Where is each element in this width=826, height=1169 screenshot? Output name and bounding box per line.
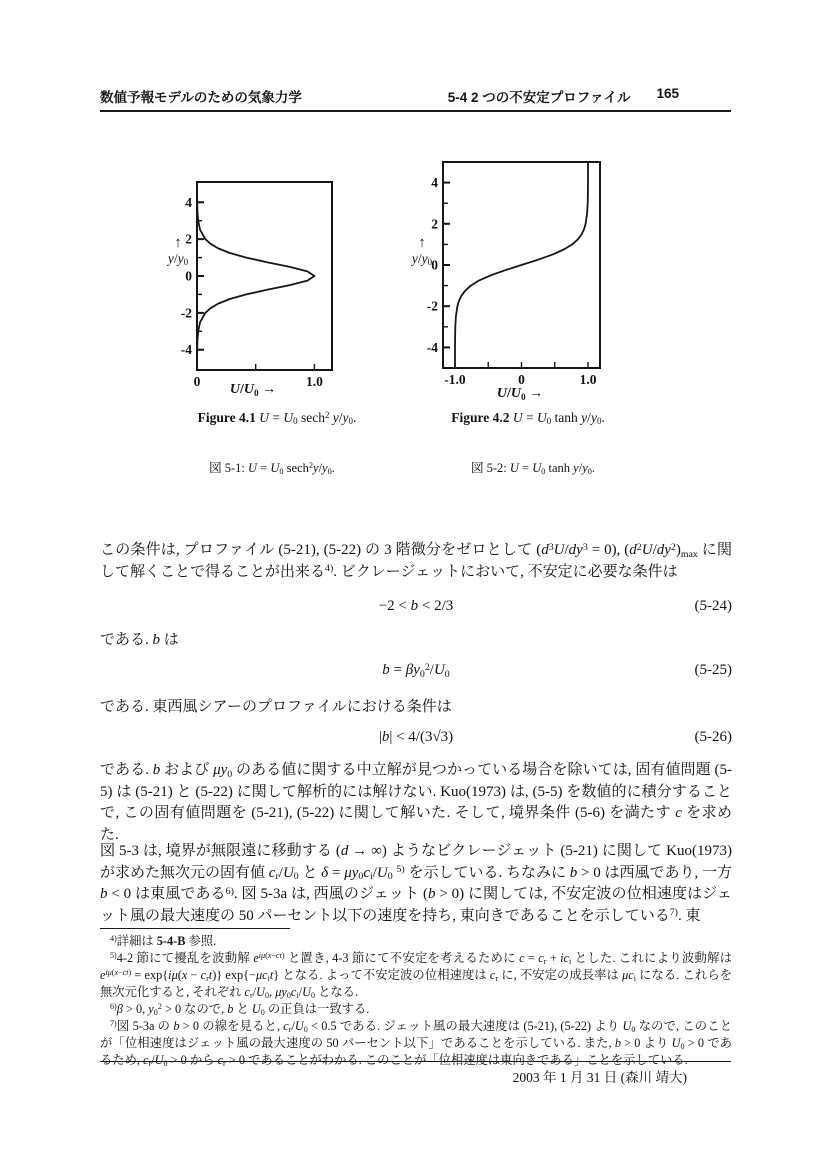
paragraph-figure5-3: 図 5-3 は, 境界が無限遠に移動する (d → ∞) ようなビクレージェット (5-21) に関して Kuo(1973) が求めた無次元の固有値 $c_r/U_0$ と $\delta = \mu y_0c_i/U_0$ $^{5)}$ を示している. ちなみに b > 0 は西風であり, 一方 b < 0 は東風である$^{6)}$. 図 5-3a は, 西風のジェット (b > 0) に関しては, 不安定波の位相速度はジェット風の最大速度の 50 パーセント以下の速度を持ち, 東向きであることを示している$^{7)}$. 東 bbox=[100, 843, 732, 924]
footnote-6: $^{6)}$β > 0, $y_0^2 > 0$ なので, b と $U_0$ の正負は一致する. bbox=[110, 1002, 370, 1018]
equation-5-24 bbox=[100, 598, 732, 620]
header-rule bbox=[100, 110, 731, 112]
svg-text:2: 2 bbox=[185, 231, 192, 247]
footnote-4: $^{4)}$詳細は 5-4-B 参照. bbox=[110, 934, 217, 948]
header-page-number: 165 bbox=[656, 86, 679, 101]
figure2-caption-en bbox=[373, 410, 683, 426]
figure2-x-axis-label: $U/U_0$ → bbox=[496, 386, 544, 402]
footer-rule bbox=[100, 1061, 731, 1062]
svg-text:1.0: 1.0 bbox=[305, 374, 323, 389]
sech2-profile-chart bbox=[147, 154, 347, 404]
up-arrow-icon: ↑ bbox=[174, 235, 182, 251]
footnote-5: $^{5)}$4-2 節にて擾乱を波動解 $e^{i\mu(x-ct)}$ と置き, 4-3 節にて不安定を考えるために $c = c_r + ic_i$ とした. これにより波動解は $e^{i\mu(x-ct)} = \exp\{i\mu(x - c_rt)\}$ $\exp\{-\mu c_it\}$ となる. よって不安定波の位相速度は $c_r$ に, 不安定の成長率は $\mu c_i$ になる. これらを無次元化すると, それぞれ $c_r/U_0$, $\mu y_0c_i/U_0$ となる. bbox=[100, 951, 732, 1001]
figure1-y-axis-text: $y/y_0$ bbox=[167, 251, 189, 268]
figure1-x-axis-label: $U/U_0$ → bbox=[229, 382, 277, 398]
paragraph-conditions: この条件は, プロファイル (5-21), (5-22) の 3 階微分をゼロとして $(d^3U/dy^3 = 0)$, $(d^2U/dy^2)_{max}$ に関して解くことで得ることが出来る$^{4)}$. ビクレージェットにおいて, 不安定に必要な条件は bbox=[100, 541, 732, 580]
footnote-rule bbox=[100, 928, 290, 929]
equation-5-26-math: |b| < 4/(3√3) bbox=[378, 729, 454, 745]
svg-text:-4: -4 bbox=[426, 339, 438, 355]
svg-text:4: 4 bbox=[431, 175, 438, 191]
svg-text:0: 0 bbox=[518, 372, 525, 387]
svg-text:1.0: 1.0 bbox=[579, 372, 597, 387]
equation-5-26 bbox=[100, 729, 732, 751]
svg-text:-4: -4 bbox=[180, 342, 192, 358]
equation-5-25 bbox=[100, 662, 732, 684]
footnote-7: $^{7)}$図 5-3a の b > 0 の線を見ると, $c_r/U_0 < 0.5$ である. ジェット風の最大速度は (5-21), (5-22) より $U_0$ なので, このことが「位相速度はジェット風の最大速度の 50 パーセント以下」であることを示している. また, b > 0 より $U_0 > 0$ であるため, $c_r/U_0 > 0$ から $c_r > 0$ であることがわかる. このことが「位相速度は東向きである」ことを示している. bbox=[100, 1019, 732, 1069]
header-book-title: 数値予報モデルのための気象力学 bbox=[100, 90, 302, 105]
svg-text:2: 2 bbox=[431, 216, 438, 232]
page-header bbox=[100, 86, 731, 106]
svg-text:0: 0 bbox=[185, 268, 192, 284]
page-footer bbox=[100, 1066, 731, 1086]
equation-5-25-math: $b = \beta y_0^2/U_0$ bbox=[382, 661, 450, 680]
paragraph-eigenvalue: である. b および $\mu y_0$ のある値に関する中立解が見つかっている場合を除いては, 固有値問題 (5-5) は (5-21) と (5-22) に関して解析的には解けない. Kuo(1973) は, (5-5) を数値的に積分することで, この固有値問題を (5-21), (5-22) に関して解いた. そして, 境界条件 (5-6) を満たす c を求めた. bbox=[100, 762, 732, 843]
paragraph-b-intro: である. b は bbox=[100, 632, 179, 648]
svg-text:-2: -2 bbox=[426, 298, 438, 314]
equation-5-26-number: (5-26) bbox=[694, 729, 732, 745]
figure1-caption-en-label: Figure 4.1 bbox=[197, 410, 256, 425]
equation-5-24-number: (5-24) bbox=[694, 598, 732, 614]
figure2-y-axis-text: $y/y_0$ bbox=[411, 251, 433, 268]
footer-date-author: 2003 年 1 月 31 日 (森川 靖大) bbox=[512, 1070, 687, 1085]
figure1-caption-jp-math: $U = U_0$ $\sec h^2y/y_0$. bbox=[248, 461, 335, 477]
figure1-caption-jp-label: 図 5-1: bbox=[209, 461, 245, 475]
figure2-caption-jp-math: $U = U_0$ $\tanh y/y_0$. bbox=[509, 461, 596, 477]
equation-5-24-math: −2 < b < 2/3 bbox=[378, 598, 454, 614]
equation-5-25-number: (5-25) bbox=[694, 662, 732, 678]
svg-text:-2: -2 bbox=[180, 305, 192, 321]
svg-text:-1.0: -1.0 bbox=[444, 372, 466, 387]
figure1-y-axis-label bbox=[156, 236, 200, 266]
paragraph-shear-condition: である. 東西風シアーのプロファイルにおける条件は bbox=[100, 699, 452, 715]
tanh-profile-chart bbox=[401, 140, 621, 408]
svg-text:0: 0 bbox=[431, 257, 438, 273]
figure2-caption-en-math: $U = U_0$ $\tanh y/y_0$. bbox=[512, 410, 605, 427]
header-section-title: 5-4 2 つの不安定プロファイル bbox=[447, 90, 631, 105]
figure1-caption-en-math: $U = U_0$ sech$^2$ $y/y_0$. bbox=[259, 410, 357, 427]
up-arrow-icon: ↑ bbox=[418, 235, 426, 251]
figure2-caption-jp-label: 図 5-2: bbox=[470, 461, 507, 475]
figure2-caption-jp bbox=[378, 458, 688, 476]
svg-text:0: 0 bbox=[193, 374, 201, 389]
svg-text:4: 4 bbox=[185, 194, 192, 210]
figure2-caption-en-label: Figure 4.2 bbox=[451, 410, 510, 425]
figure2-y-axis-label bbox=[400, 236, 444, 266]
